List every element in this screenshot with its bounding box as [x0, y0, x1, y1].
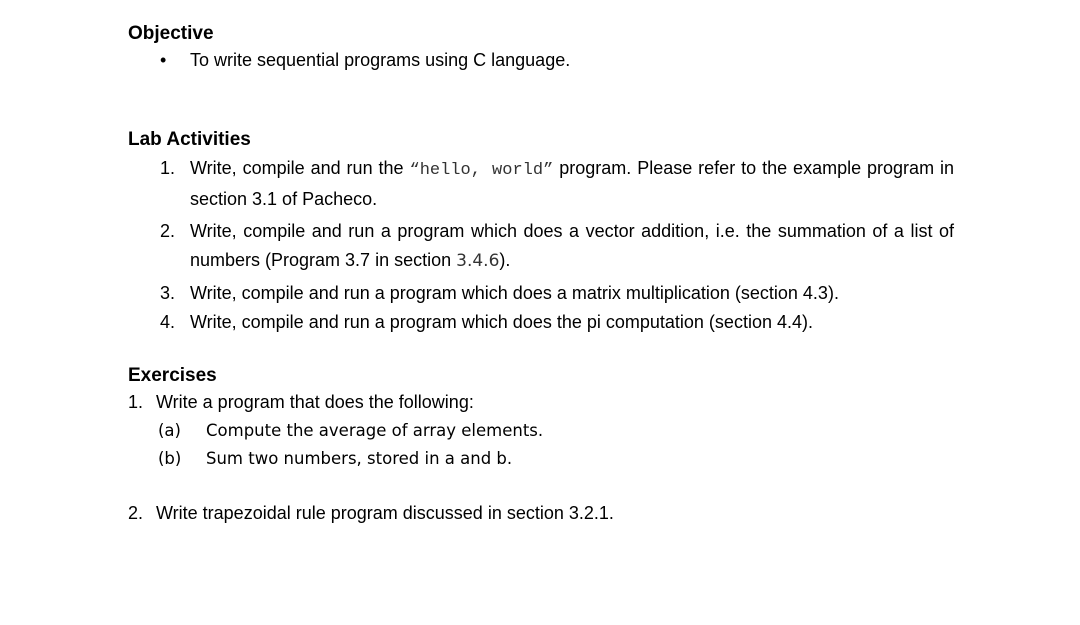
list-number: 4.	[160, 312, 176, 332]
exercise-item	[128, 499, 968, 528]
exercise-sub-text: Sum two numbers, stored in a and b.	[206, 449, 513, 468]
exercises-heading: Exercises	[128, 365, 217, 386]
lab-activity-text: Write, compile and run the	[190, 158, 410, 178]
bullet-icon: •	[160, 50, 167, 70]
exercise-item	[128, 388, 968, 417]
lab-activity-item	[128, 308, 954, 337]
exercise-text: Write trapezoidal rule program discussed in section 3.2.1.	[156, 503, 614, 523]
objective-bullet-item	[128, 46, 968, 74]
lab-activity-text: Write, compile and run a program which does a vector addition, i.e. the summation of a list of numbers (Program 3.7 in section	[190, 221, 954, 270]
objective-bullet-text: To write sequential programs using C language.	[190, 50, 571, 70]
lab-activity-item	[128, 279, 954, 308]
list-number: 1.	[160, 158, 176, 178]
exercise-sub-item	[128, 417, 968, 445]
list-number: 2.	[160, 221, 176, 241]
lab-activity-text: ).	[499, 250, 511, 270]
list-number: 2.	[128, 503, 144, 523]
lab-activities-list	[128, 154, 968, 337]
list-number: 3.	[160, 283, 176, 303]
lab-activity-item	[128, 154, 954, 214]
section-reference: 3.4.6	[456, 251, 500, 271]
code-snippet: “hello, world”	[409, 161, 554, 180]
sub-item-marker: (b)	[158, 449, 182, 468]
lab-activity-text: Write, compile and run a program which does a matrix multiplication (section 4.3).	[190, 283, 839, 303]
exercise-sub-list	[128, 417, 968, 473]
objective-heading: Objective	[128, 23, 214, 44]
sub-item-marker: (a)	[158, 421, 181, 440]
lab-activities-heading: Lab Activities	[128, 129, 251, 150]
exercise-sub-text: Compute the average of array elements.	[206, 421, 544, 440]
list-number: 1.	[128, 392, 144, 412]
exercise-sub-item	[128, 445, 968, 473]
lab-activity-text: Write, compile and run a program which does the pi computation (section 4.4).	[190, 312, 813, 332]
lab-activity-text: program. Please refer to the example program in section 3.1 of Pacheco.	[190, 158, 955, 209]
lab-activity-item	[128, 217, 954, 276]
objective-list	[128, 46, 968, 74]
lab-document	[128, 22, 968, 528]
exercise-text: Write a program that does the following:	[156, 392, 474, 412]
